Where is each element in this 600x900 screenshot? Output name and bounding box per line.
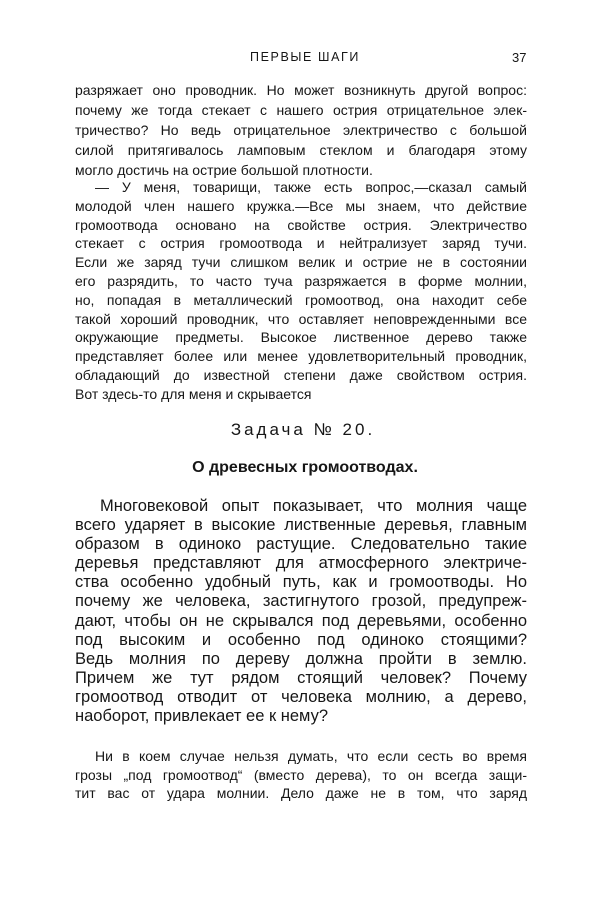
text-line: могло достичь на острие большой плотности.: [75, 162, 373, 178]
text-line: тричество? Но ведь отрицательное электричество с большой: [75, 122, 527, 138]
text-line: стекает с острия громоотвода и нейтрализует заряд тучи.: [75, 235, 527, 252]
text-line: тит вас от удара молнии. Дело даже не в том, что заряд: [75, 785, 527, 801]
text-line: молодой член нашего кружка.—Все мы знаем, что действие: [75, 197, 527, 214]
text-line: окружающие предметы. Высокое лиственное дерево также: [75, 329, 527, 346]
text-line: Если же заряд тучи слишком велик и острие не в состоянии: [75, 254, 527, 271]
text-line: — У меня, товарищи, также есть вопрос,—сказал самый: [95, 179, 527, 195]
text-line: разряжает оно проводник. Но может возникнуть другой вопрос:: [75, 82, 527, 98]
text-line: силой притягивалось ламповым стеклом и благодаря этому: [75, 142, 527, 158]
text-line: ства особенно удобный путь, как и громоотводы. Но: [75, 573, 527, 592]
text-line: обладающий до известной степени даже свойством острия.: [75, 366, 527, 383]
problem-body: [75, 497, 527, 726]
text-line: образом в одиноко растущие. Следовательно такие: [75, 535, 527, 554]
text-line: такой хороший проводник, что оставляет неповрежденными все: [75, 310, 527, 327]
text-line: его разрядить, то часто туча разряжается в форме молнии,: [75, 272, 527, 289]
paragraph-2: [75, 178, 527, 404]
text-line: дают, чтобы он не скрывался под деревьями, особенно: [75, 611, 527, 630]
text-line: Причем же тут рядом стоящий человек? Почему: [75, 668, 527, 687]
paragraph-3: [75, 747, 527, 803]
text-line: Ни в коем случае нельзя думать, что если сесть во время: [95, 748, 527, 764]
text-line: громоотвод отводит от человека молнию, а дерево,: [75, 687, 527, 706]
text-line: но, попадая в металлический громоотвод, она находит себе: [75, 291, 527, 308]
page-number: 37: [512, 50, 527, 65]
text-line: наоборот, привлекает ее к нему?: [75, 707, 329, 726]
text-line: представляет более или менее удовлетворительный проводник,: [75, 348, 527, 365]
text-line: Вот здесь-то для меня и скрывается: [75, 385, 312, 402]
text-line: почему же тогда стекает с нашего острия отрицательное элек-: [75, 102, 527, 118]
text-line: под высоким и особенно под одиноко стоящими?: [75, 630, 527, 649]
text-line: громоотвода основано на свойстве острия. Электричество: [75, 216, 527, 233]
paragraph-1: [75, 80, 527, 180]
text-line: деревья представляют для атмосферного электриче-: [75, 554, 527, 573]
problem-title: О древесных громоотводах.: [192, 459, 418, 476]
problem-heading: Задача № 20.: [230, 420, 376, 439]
text-line: всего ударяет в высокие лиственные деревья, главным: [75, 516, 527, 535]
text-line: грозы „под громоотвод“ (вместо дерева), то он всегда защи-: [75, 766, 527, 783]
text-line: почему же человека, застигнутого грозой, предупреж-: [75, 592, 527, 611]
text-line: Ведь молния по дереву должна пройти в землю.: [75, 649, 527, 668]
text-line: Многовековой опыт показывает, что молния чаще: [100, 497, 527, 515]
running-head: ПЕРВЫЕ ШАГИ: [249, 50, 361, 64]
